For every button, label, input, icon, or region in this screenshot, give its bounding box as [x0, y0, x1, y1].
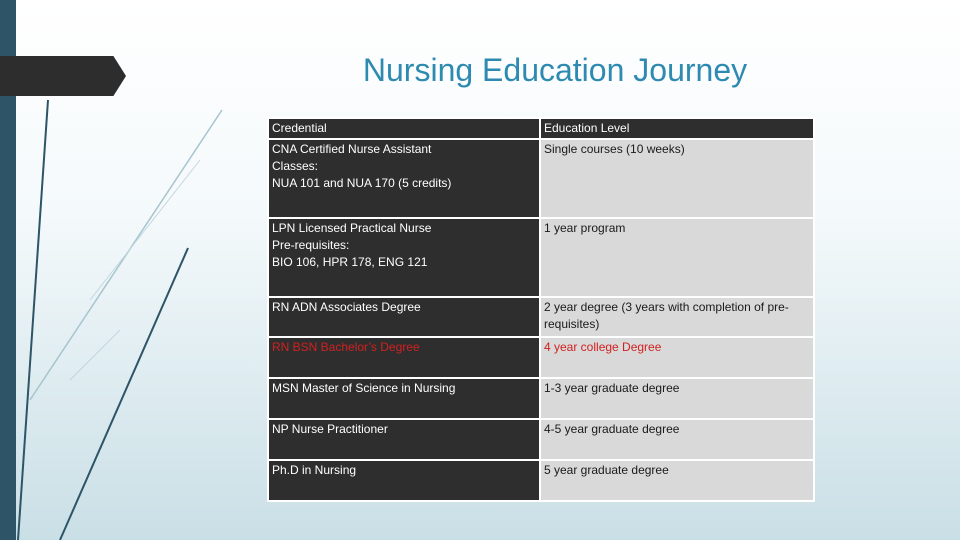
credential-cell: RN ADN Associates Degree: [268, 297, 540, 337]
table-row: [268, 218, 814, 297]
header-education-level: Education Level: [540, 118, 814, 139]
education-level-cell: 5 year graduate degree: [540, 460, 814, 501]
table-header-row: [268, 118, 814, 139]
credential-cell: RN BSN Bachelor’s Degree: [268, 337, 540, 378]
page-title: Nursing Education Journey: [362, 52, 748, 88]
education-level-cell: Single courses (10 weeks): [540, 139, 814, 218]
credential-cell: [268, 218, 540, 297]
education-level-cell: 1-3 year graduate degree: [540, 378, 814, 419]
credential-sub: Classes:: [272, 159, 319, 173]
education-level-cell: 4 year college Degree: [540, 337, 814, 378]
credential-detail: NUA 101 and NUA 170 (5 credits): [272, 176, 452, 190]
credential-title: LPN Licensed Practical Nurse: [272, 221, 432, 235]
credential-cell: NP Nurse Practitioner: [268, 419, 540, 460]
credential-cell: MSN Master of Science in Nursing: [268, 378, 540, 419]
table-row: [268, 139, 814, 218]
header-credential: Credential: [268, 118, 540, 139]
credential-cell: Ph.D in Nursing: [268, 460, 540, 501]
table-row: [268, 378, 814, 419]
table-row: [268, 460, 814, 501]
education-level-cell: 2 year degree (3 years with completion of pre-requisites): [540, 297, 814, 337]
table-row: [268, 297, 814, 337]
education-level-cell: 4-5 year graduate degree: [540, 419, 814, 460]
credential-sub: Pre-requisites:: [272, 238, 350, 252]
credential-detail: BIO 106, HPR 178, ENG 121: [272, 255, 428, 269]
credential-cell: [268, 139, 540, 218]
education-level-cell: 1 year program: [540, 218, 814, 297]
table-row: [268, 419, 814, 460]
table-row: [268, 337, 814, 378]
credential-title: CNA Certified Nurse Assistant: [272, 142, 432, 156]
education-table: [267, 117, 815, 502]
title-arrow-tab: [0, 56, 126, 96]
